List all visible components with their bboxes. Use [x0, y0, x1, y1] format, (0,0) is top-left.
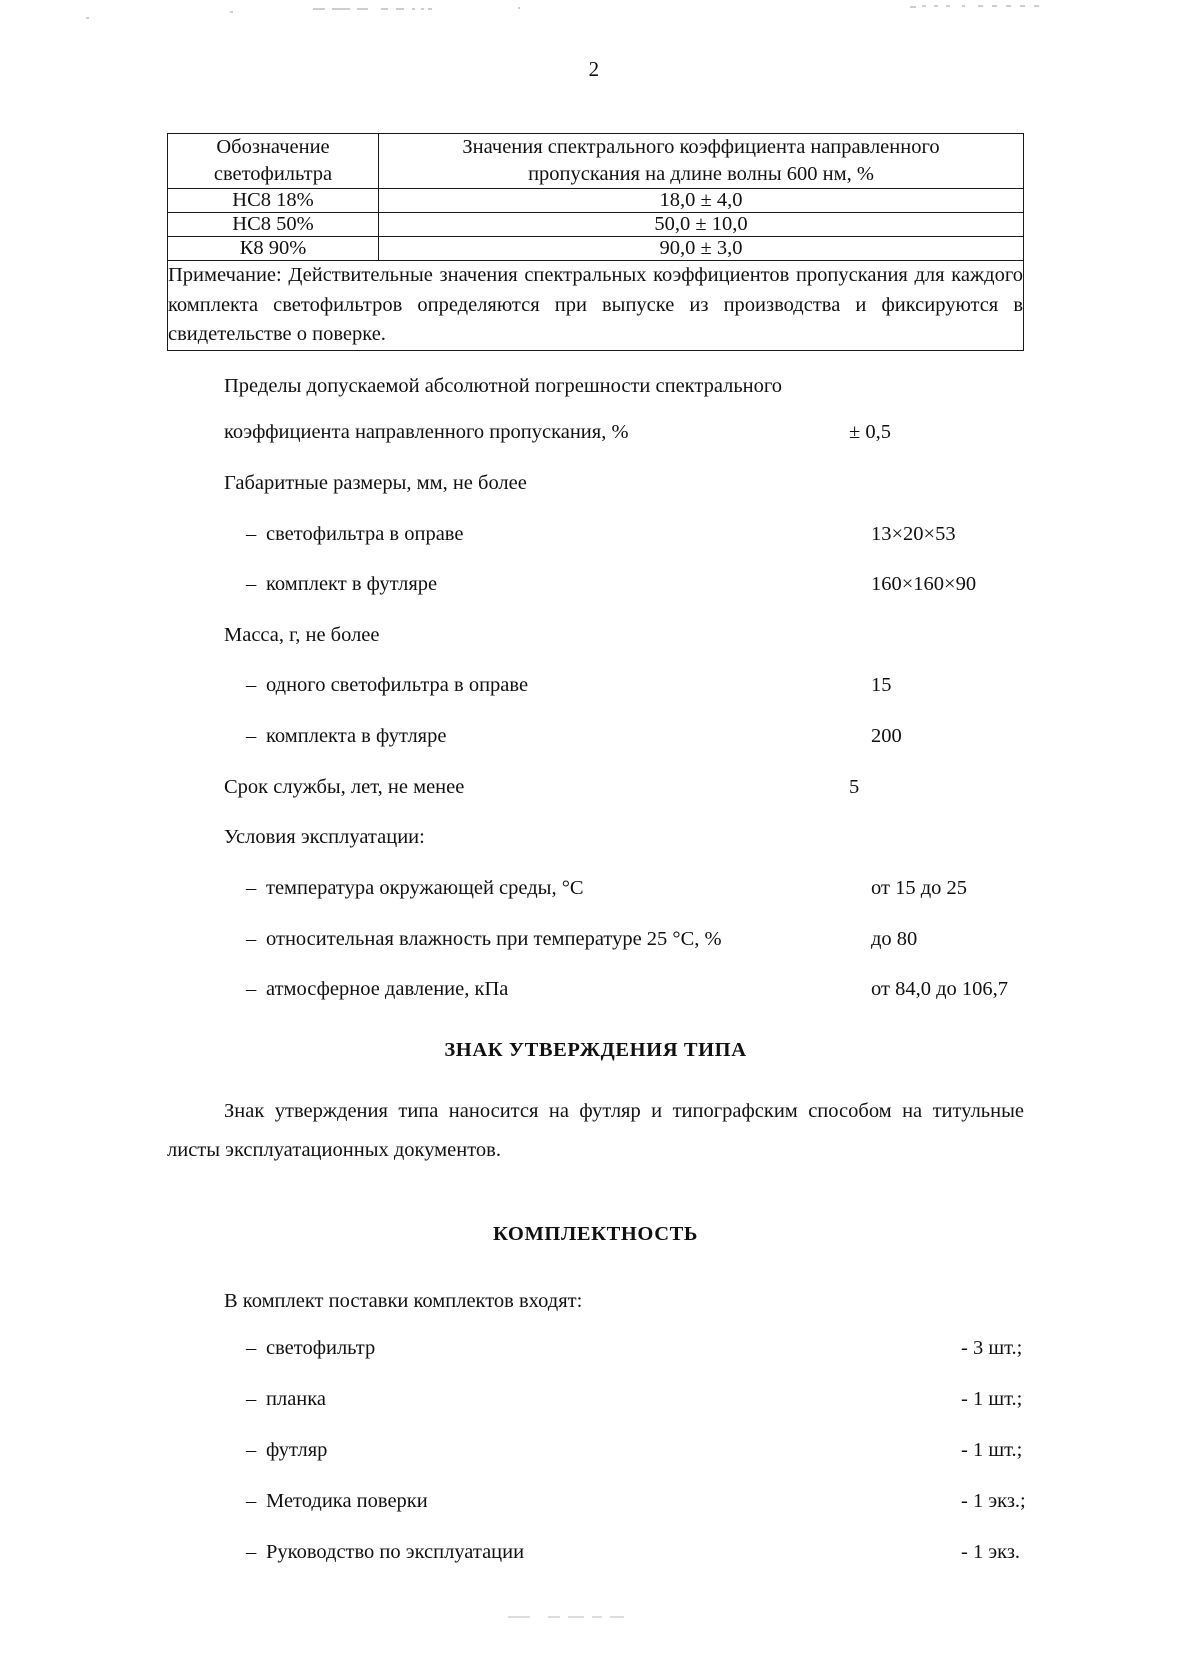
table-header-designation-line2: светофильтра — [213, 163, 333, 186]
list-dash: – — [246, 725, 257, 748]
kit-item-quantity: - 3 шт.; — [961, 1336, 1023, 1359]
parameter-name — [224, 521, 871, 548]
document-content — [167, 133, 1024, 1592]
parameter-row-accuracy-limits-line2 — [224, 419, 1024, 446]
kit-item-name — [224, 1439, 961, 1462]
kit-lead-text: В комплект поставки комплектов входят: — [224, 1289, 583, 1312]
list-item — [224, 1388, 1024, 1411]
table-cell-value: 18,0 ± 4,0 — [379, 189, 1024, 213]
table-row — [168, 213, 1024, 237]
list-dash: – — [246, 877, 257, 900]
list-dash: – — [246, 674, 257, 697]
section-heading-type-approval-mark: ЗНАК УТВЕРЖДЕНИЯ ТИПА — [444, 1038, 747, 1061]
kit-item-name-text: светофильтр — [266, 1336, 376, 1359]
scan-artifact-top — [0, 2, 1188, 20]
kit-item-name-text: футляр — [266, 1438, 328, 1461]
parameter-row-relative-humidity — [224, 926, 1024, 953]
parameter-name: Условия эксплуатации: — [224, 826, 425, 849]
kit-item-quantity: - 1 экз. — [961, 1540, 1021, 1563]
parameter-row-accuracy-limits-line1 — [224, 373, 1024, 400]
kit-item-name — [224, 1388, 961, 1411]
parameter-name — [224, 875, 871, 902]
section-heading-completeness: КОМПЛЕКТНОСТЬ — [492, 1222, 699, 1245]
parameter-row-ambient-temperature — [224, 875, 1024, 902]
list-item — [224, 1541, 1024, 1564]
list-dash: – — [246, 1387, 257, 1410]
parameter-name: коэффициента направленного пропускания, % — [224, 421, 629, 444]
parameter-name: Габаритные размеры, мм, не более — [224, 471, 527, 494]
list-item — [224, 1490, 1024, 1513]
list-dash: – — [246, 522, 257, 545]
parameter-group-mass — [224, 622, 1024, 649]
parameter-name-text: светофильтра в оправе — [266, 522, 464, 545]
list-item — [224, 1439, 1024, 1462]
list-dash: – — [246, 573, 257, 596]
table-cell-designation: НС8 18% — [168, 189, 379, 213]
kit-item-quantity: - 1 шт.; — [961, 1438, 1023, 1461]
table-row — [168, 189, 1024, 213]
table-cell-value: 50,0 ± 10,0 — [379, 213, 1024, 237]
kit-item-quantity: - 1 экз.; — [961, 1489, 1026, 1512]
list-dash: – — [246, 1438, 257, 1461]
parameter-name — [224, 926, 871, 953]
parameter-name-text: относительная влажность при температуре 25 °С, % — [266, 927, 722, 950]
parameter-row-case-mass — [224, 723, 1024, 750]
kit-item-name — [224, 1541, 961, 1564]
parameter-name-text: комплекта в футляре — [266, 725, 447, 748]
parameter-name-text: комплект в футляре — [266, 573, 438, 596]
table-row — [168, 237, 1024, 261]
parameter-row-filter-dimensions — [224, 521, 1024, 548]
parameter-value: от 84,0 до 106,7 — [871, 978, 1008, 1001]
parameter-row-filter-mass — [224, 672, 1024, 699]
parameter-value: 5 — [849, 775, 860, 798]
parameter-row-case-dimensions — [224, 571, 1024, 598]
page-number: 2 — [588, 57, 600, 81]
table-header-designation-line1: Обозначение — [216, 136, 330, 158]
table-header-transmittance-line1: Значения спектрального коэффициента направленного — [462, 136, 940, 158]
table-note: Примечание: Действительные значения спектральных коэффициентов пропускания для каждого комплекта светофильтров определяются при выпуске из производства и фиксируются в свидетельстве о поверке. — [168, 261, 1024, 351]
list-dash: – — [246, 1489, 257, 1512]
filter-transmittance-table — [167, 133, 1024, 351]
parameter-name: Срок службы, лет, не менее — [224, 775, 465, 798]
list-item — [224, 1337, 1024, 1360]
table-cell-designation: К8 90% — [168, 237, 379, 261]
table-header-row — [168, 134, 1024, 189]
scan-artifact-bottom — [0, 1608, 1188, 1626]
kit-items-list — [167, 1337, 1024, 1564]
paragraph-type-approval-mark: Знак утверждения типа наносится на футляр и типографским способом на титульные листы эксплуатационных документов. — [167, 1099, 1024, 1162]
kit-item-name-text: Методика поверки — [266, 1489, 428, 1512]
table-cell-designation: НС8 50% — [168, 213, 379, 237]
parameters-list — [167, 373, 1024, 1003]
table-header-designation — [168, 134, 379, 189]
parameter-value: от 15 до 25 — [871, 877, 967, 900]
parameter-name — [224, 672, 871, 699]
parameter-group-operating-conditions — [224, 824, 1024, 851]
list-dash: – — [246, 927, 257, 950]
parameter-value: 200 — [871, 725, 902, 748]
parameter-name — [224, 976, 871, 1003]
parameter-name — [224, 571, 871, 598]
parameter-value: 160×160×90 — [871, 573, 977, 596]
parameter-name: Масса, г, не более — [224, 623, 380, 646]
parameter-value: до 80 — [871, 927, 918, 950]
parameter-value: 15 — [871, 674, 892, 697]
parameter-name-text: температура окружающей среды, °С — [266, 877, 584, 900]
table-cell-value: 90,0 ± 3,0 — [379, 237, 1024, 261]
table-header-transmittance-line2: пропускания на длине волны 600 нм, % — [528, 163, 874, 186]
table-header-transmittance — [379, 134, 1024, 189]
parameter-name-text: одного светофильтра в оправе — [266, 674, 529, 697]
parameter-name: Пределы допускаемой абсолютной погрешности спектрального — [224, 374, 783, 397]
kit-item-name — [224, 1490, 961, 1513]
parameter-row-service-life — [224, 774, 1024, 801]
list-dash: – — [246, 1336, 257, 1359]
parameter-value: ± 0,5 — [849, 421, 892, 444]
table-note-row — [168, 261, 1024, 351]
parameter-name — [224, 723, 871, 750]
kit-item-name — [224, 1337, 961, 1360]
parameter-value: 13×20×53 — [871, 522, 956, 545]
kit-item-name-text: Руководство по эксплуатации — [266, 1540, 525, 1563]
kit-item-name-text: планка — [266, 1387, 327, 1410]
kit-item-quantity: - 1 шт.; — [961, 1387, 1023, 1410]
list-dash: – — [246, 1540, 257, 1563]
parameter-row-atmospheric-pressure — [224, 976, 1024, 1003]
parameter-group-dimensions — [224, 470, 1024, 497]
list-dash: – — [246, 978, 257, 1001]
parameter-name-text: атмосферное давление, кПа — [266, 978, 509, 1001]
